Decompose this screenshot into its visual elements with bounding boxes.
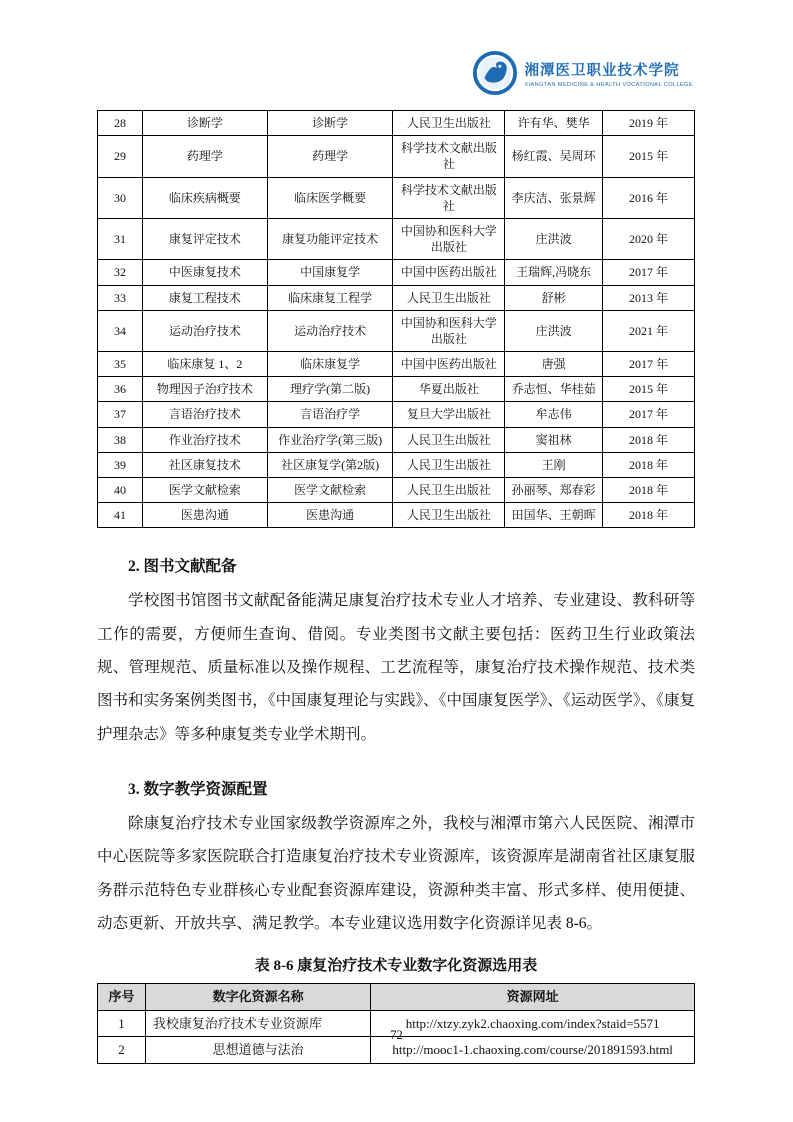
table-cell: 29 xyxy=(98,136,143,177)
table-cell: 科学技术文献出版社 xyxy=(393,177,505,218)
table-cell: 康复工程技术 xyxy=(142,285,267,310)
table-row xyxy=(98,260,695,285)
table-row xyxy=(98,285,695,310)
section-books-paragraph: 学校图书馆图书文献配备能满足康复治疗技术专业人才培养、专业建设、教科研等工作的需要，方便师生查询、借阅。专业类图书文献主要包括：医药卫生行业政策法规、管理规范、质量标准以及操作规程、工艺流程等，康复治疗技术操作规范、技术类图书和实务案例类图书，《中国康复理论与实践》、《中国康复医学》、《运动医学》、《康复护理杂志》等多种康复类专业学术期刊。 xyxy=(97,592,695,743)
table-row xyxy=(98,452,695,477)
column-header: 数字化资源名称 xyxy=(145,984,370,1011)
table-cell: 人民卫生出版社 xyxy=(393,452,505,477)
table-cell: 诊断学 xyxy=(142,111,267,136)
table-cell: 康复评定技术 xyxy=(142,218,267,259)
table-cell: 41 xyxy=(98,503,143,528)
table-cell: 临床医学概要 xyxy=(267,177,393,218)
table-cell: 田国华、王朝晖 xyxy=(505,503,603,528)
table-row xyxy=(98,352,695,377)
table-cell: 言语治疗技术 xyxy=(142,402,267,427)
table-cell: 人民卫生出版社 xyxy=(393,478,505,503)
table-cell: 37 xyxy=(98,402,143,427)
college-logo xyxy=(472,50,693,96)
college-logo-icon xyxy=(472,50,518,96)
table-cell: 作业治疗技术 xyxy=(142,427,267,452)
table-cell: 窦祖林 xyxy=(505,427,603,452)
table-cell: 庄洪波 xyxy=(505,310,603,351)
table-cell: 30 xyxy=(98,177,143,218)
table-cell: 39 xyxy=(98,452,143,477)
table-cell: 康复功能评定技术 xyxy=(267,218,393,259)
table-row xyxy=(98,218,695,259)
resource-table xyxy=(97,983,695,1064)
page-number: 72 xyxy=(390,1028,403,1042)
resource-table-caption: 表 8-6 康复治疗技术专业数字化资源选用表 xyxy=(254,958,538,975)
table-cell: 人民卫生出版社 xyxy=(393,111,505,136)
table-cell: 乔志恒、华桂茹 xyxy=(505,377,603,402)
table-cell: 2018 年 xyxy=(603,503,695,528)
table-cell: 人民卫生出版社 xyxy=(393,285,505,310)
table-cell: 33 xyxy=(98,285,143,310)
table-cell: 华夏出版社 xyxy=(393,377,505,402)
table-row xyxy=(98,177,695,218)
table-cell: 32 xyxy=(98,260,143,285)
table-cell: 医学文献检索 xyxy=(142,478,267,503)
table-cell: 舒彬 xyxy=(505,285,603,310)
table-cell: 35 xyxy=(98,352,143,377)
table-cell: 中国协和医科大学出版社 xyxy=(393,218,505,259)
table-cell: 临床康复工程学 xyxy=(267,285,393,310)
section-heading-books: 2. 图书文献配备 xyxy=(128,558,237,576)
table-cell: 社区康复学(第2版) xyxy=(267,452,393,477)
textbook-table xyxy=(97,110,695,528)
table-row xyxy=(98,478,695,503)
table-cell: 牟志伟 xyxy=(505,402,603,427)
table-cell: 31 xyxy=(98,218,143,259)
column-header: 序号 xyxy=(98,984,146,1011)
section-digital-paragraph: 除康复治疗技术专业国家级教学资源库之外，我校与湘潭市第六人民医院、湘潭市中心医院等多家医院联合打造康复治疗技术专业资源库，该资源库是湖南省社区康复服务群示范特色专业群核心专业配套资源库建设，资源种类丰富、形式多样、使用便捷、动态更新、开放共享、满足教学。本专业建议选用数字化资源详见表 8-6。 xyxy=(97,814,695,932)
table-cell: 医学文献检索 xyxy=(267,478,393,503)
table-cell: 2017 年 xyxy=(603,402,695,427)
table-cell: 2015 年 xyxy=(603,377,695,402)
table-cell: 物理因子治疗技术 xyxy=(142,377,267,402)
table-cell: 诊断学 xyxy=(267,111,393,136)
table-cell: 社区康复技术 xyxy=(142,452,267,477)
table-cell: 药理学 xyxy=(267,136,393,177)
table-row xyxy=(98,136,695,177)
college-name-en: XIANGTAN MEDICINE & HEALTH VOCATIONAL COLLEGE xyxy=(524,81,693,88)
table-cell: 李庆洁、张景辉 xyxy=(505,177,603,218)
table-cell: 中国协和医科大学出版社 xyxy=(393,310,505,351)
table-cell: 2018 年 xyxy=(603,427,695,452)
table-cell: 医患沟通 xyxy=(267,503,393,528)
table-cell: 王瑞辉,冯晓东 xyxy=(505,260,603,285)
table-cell: 中国康复学 xyxy=(267,260,393,285)
table-cell: 2020 年 xyxy=(603,218,695,259)
table-cell: 2018 年 xyxy=(603,478,695,503)
table-cell: 医患沟通 xyxy=(142,503,267,528)
table-row xyxy=(98,503,695,528)
table-cell: 2019 年 xyxy=(603,111,695,136)
textbook-table-body xyxy=(98,111,695,528)
college-logo-text xyxy=(524,59,693,88)
table-cell: 2013 年 xyxy=(603,285,695,310)
resource-table-header-row xyxy=(98,984,695,1011)
table-cell: 作业治疗学(第三版) xyxy=(267,427,393,452)
table-cell: 运动治疗技术 xyxy=(267,310,393,351)
resource-url-cell: http://xtzy.zyk2.chaoxing.com/index?staid=5571 xyxy=(371,1010,695,1037)
table-cell: 言语治疗学 xyxy=(267,402,393,427)
table-cell: 中国中医药出版社 xyxy=(393,260,505,285)
table-cell: 唐强 xyxy=(505,352,603,377)
table-cell: 2016 年 xyxy=(603,177,695,218)
table-cell: 2 xyxy=(98,1037,146,1064)
table-row xyxy=(98,377,695,402)
table-cell: 2017 年 xyxy=(603,260,695,285)
table-cell: 38 xyxy=(98,427,143,452)
resource-name-cell: 思想道德与法治 xyxy=(145,1037,370,1064)
table-cell: 2017 年 xyxy=(603,352,695,377)
resource-name-cell: 我校康复治疗技术专业资源库 xyxy=(145,1010,370,1037)
table-cell: 庄洪波 xyxy=(505,218,603,259)
table-cell: 40 xyxy=(98,478,143,503)
table-cell: 中国中医药出版社 xyxy=(393,352,505,377)
table-cell: 临床康复学 xyxy=(267,352,393,377)
table-cell: 杨红霞、吴周环 xyxy=(505,136,603,177)
table-row xyxy=(98,427,695,452)
table-cell: 28 xyxy=(98,111,143,136)
table-cell: 人民卫生出版社 xyxy=(393,503,505,528)
table-cell: 运动治疗技术 xyxy=(142,310,267,351)
page-content xyxy=(97,110,695,1064)
table-cell: 药理学 xyxy=(142,136,267,177)
table-cell: 科学技术文献出版社 xyxy=(393,136,505,177)
column-header: 资源网址 xyxy=(371,984,695,1011)
table-cell: 临床疾病概要 xyxy=(142,177,267,218)
table-cell: 理疗学(第二版) xyxy=(267,377,393,402)
table-cell: 中医康复技术 xyxy=(142,260,267,285)
table-cell: 2015 年 xyxy=(603,136,695,177)
table-cell: 1 xyxy=(98,1010,146,1037)
table-cell: 临床康复 1、2 xyxy=(142,352,267,377)
college-name-cn: 湘潭医卫职业技术学院 xyxy=(524,62,680,79)
table-cell: 2021 年 xyxy=(603,310,695,351)
table-cell: 36 xyxy=(98,377,143,402)
table-cell: 许有华、樊华 xyxy=(505,111,603,136)
table-row xyxy=(98,111,695,136)
section-heading-digital-resources: 3. 数字教学资源配置 xyxy=(128,780,268,798)
table-cell: 人民卫生出版社 xyxy=(393,427,505,452)
table-cell: 孙丽琴、郑春彩 xyxy=(505,478,603,503)
table-cell: 34 xyxy=(98,310,143,351)
table-row xyxy=(98,402,695,427)
table-cell: 2018 年 xyxy=(603,452,695,477)
table-cell: 复旦大学出版社 xyxy=(393,402,505,427)
table-cell: 王刚 xyxy=(505,452,603,477)
table-row xyxy=(98,310,695,351)
resource-url-cell: http://mooc1-1.chaoxing.com/course/201891593.html xyxy=(371,1037,695,1064)
